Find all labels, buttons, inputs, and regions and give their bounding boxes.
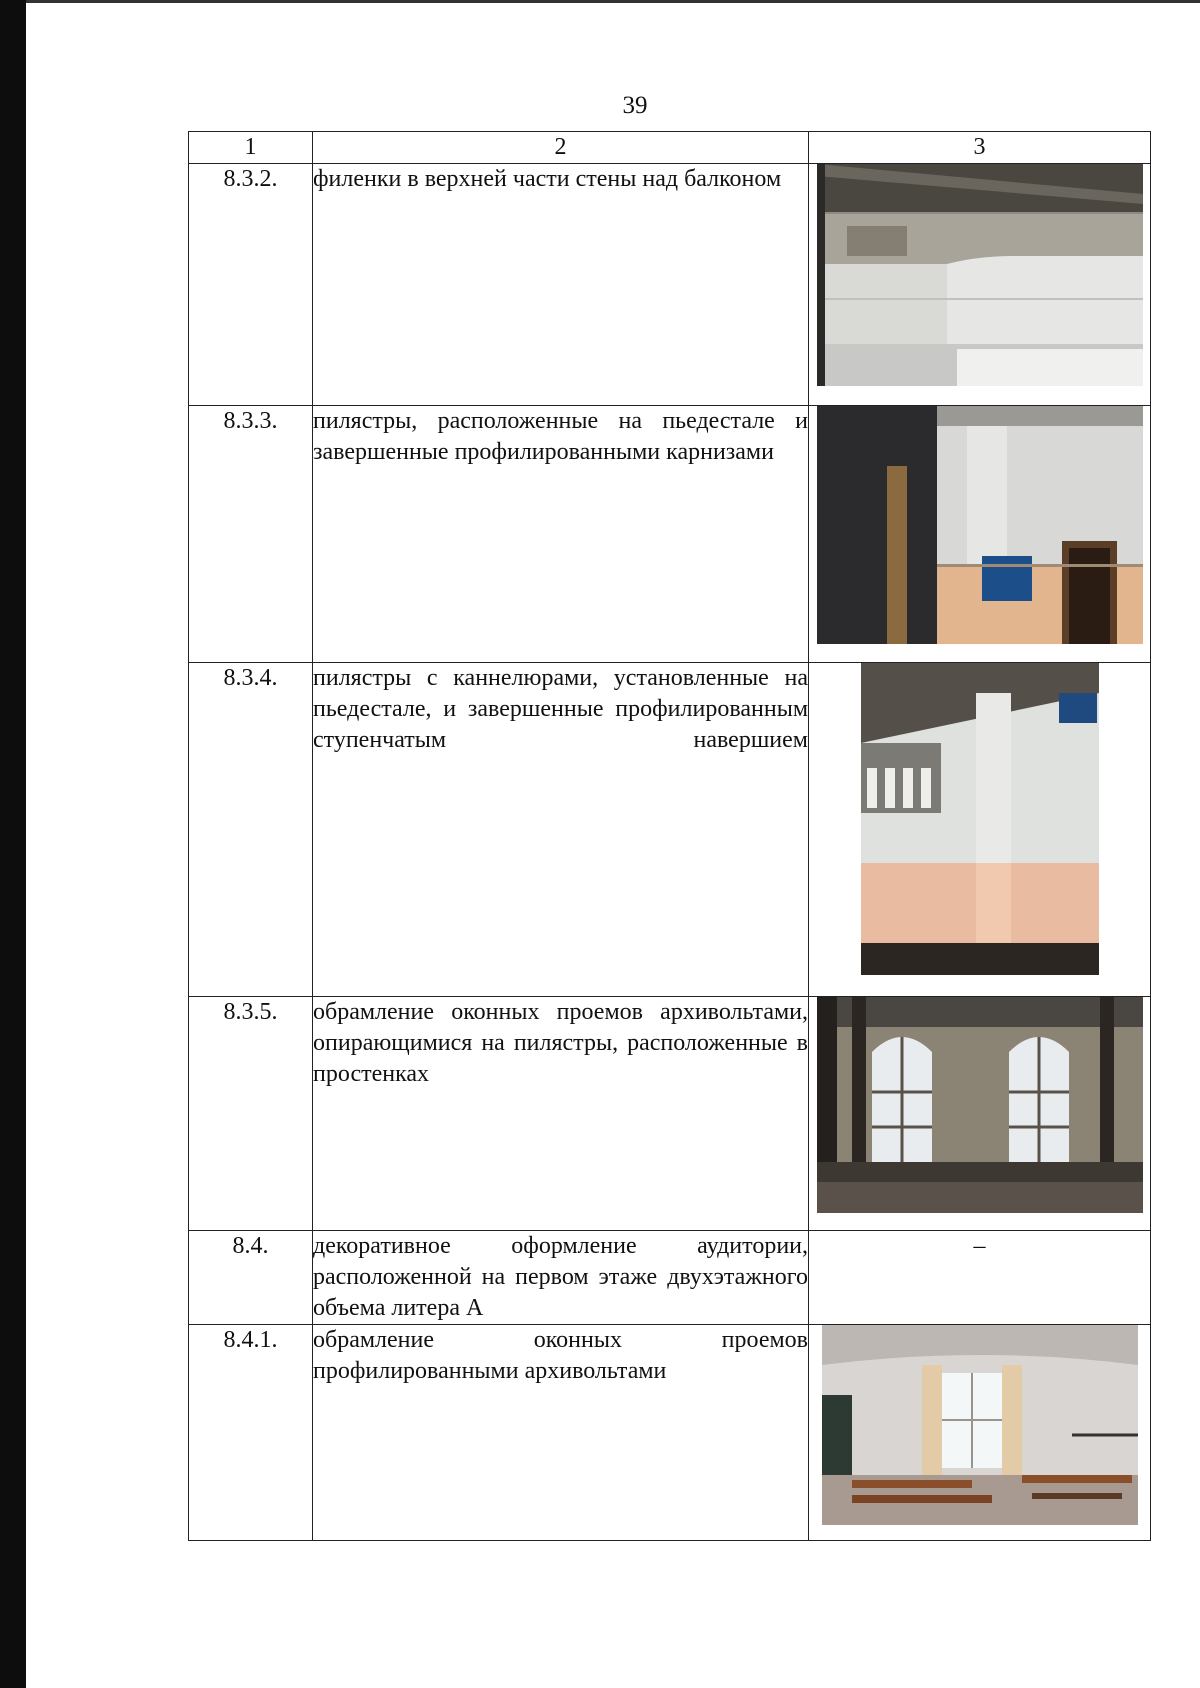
photo-cell <box>809 663 1151 997</box>
item-number: 8.4. <box>189 1231 313 1325</box>
scan-edge <box>0 0 26 1688</box>
item-number: 8.4.1. <box>189 1325 313 1541</box>
heritage-elements-table <box>188 131 1151 1541</box>
page-number: 39 <box>622 92 648 119</box>
photo-cell <box>809 997 1151 1231</box>
table-row <box>189 164 1151 406</box>
table-row <box>189 406 1151 663</box>
classroom-window-photo <box>822 1325 1138 1525</box>
pilasters-photo <box>817 406 1143 644</box>
fluted-pilasters-photo <box>861 663 1099 975</box>
item-number: 8.3.4. <box>189 663 313 997</box>
item-description: обрамление оконных проемов профилированными архивольтами <box>313 1325 809 1541</box>
item-description: филенки в верхней части стены над балконом <box>313 164 809 406</box>
scan-edge-top <box>26 0 1200 3</box>
item-description: пилястры с каннелюрами, установленные на пьедестале, и завершенные профилированным ступенчатым навершием <box>313 663 809 997</box>
empty-cell-dash: – <box>809 1231 1151 1325</box>
photo-cell <box>809 164 1151 406</box>
item-number: 8.3.3. <box>189 406 313 663</box>
item-number: 8.3.5. <box>189 997 313 1231</box>
column-header-2: 2 <box>313 132 809 164</box>
table-row <box>189 997 1151 1231</box>
balcony-photo <box>817 164 1143 386</box>
item-description: пилястры, расположенные на пьедестале и завершенные профилированными карнизами <box>313 406 809 663</box>
item-number: 8.3.2. <box>189 164 313 406</box>
photo-cell <box>809 1325 1151 1541</box>
column-header-3: 3 <box>809 132 1151 164</box>
item-description: декоративное оформление аудитории, расположенной на первом этаже двухэтажного объема литера А <box>313 1231 809 1325</box>
photo-cell <box>809 406 1151 663</box>
table-row <box>189 663 1151 997</box>
item-description: обрамление оконных проемов архивольтами, опирающимися на пилястры, расположенные в простенках <box>313 997 809 1231</box>
column-header-1: 1 <box>189 132 313 164</box>
arched-windows-photo <box>817 997 1143 1213</box>
table-row <box>189 1231 1151 1325</box>
table-header-row <box>189 132 1151 164</box>
table-row <box>189 1325 1151 1541</box>
